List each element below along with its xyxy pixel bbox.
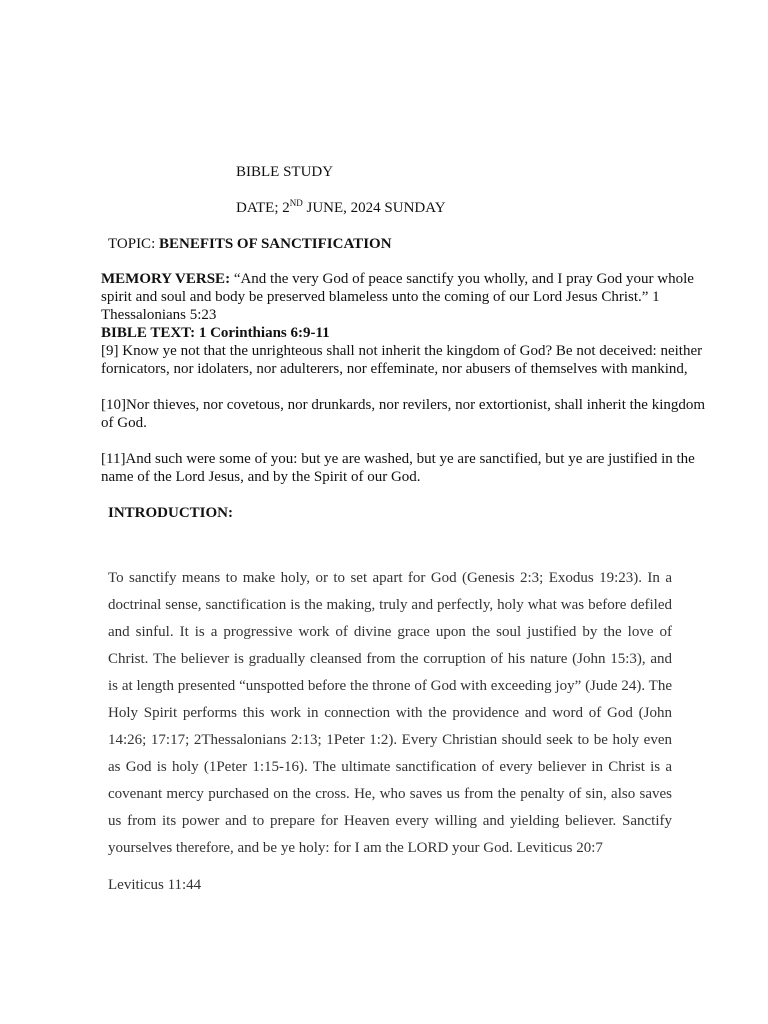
topic-line bbox=[108, 235, 392, 253]
verse-10: [10]Nor thieves, nor covetous, nor drunkards, nor revilers, nor extortionist, shall inherit the kingdom of God. bbox=[101, 397, 706, 431]
document-title: BIBLE STUDY bbox=[236, 164, 334, 180]
document-date bbox=[236, 199, 446, 217]
verse-9: [9] Know ye not that the unrighteous shall not inherit the kingdom of God? Be not deceived: neither fornicators, nor idolaters, nor adulterers, nor effeminate, nor abusers of themselves with mankind, bbox=[101, 343, 703, 377]
bible-text-heading: BIBLE TEXT: 1 Corinthians 6:9-11 bbox=[101, 325, 330, 341]
date-superscript: ND bbox=[289, 198, 303, 208]
introduction-heading: INTRODUCTION: bbox=[108, 505, 234, 521]
introduction-body: To sanctify means to make holy, or to set apart for God (Genesis 2:3; Exodus 19:23). In a doctrinal sense, sanctification is the making, truly and perfectly, holy what was before defiled and sinful. It is a progressive work of divine grace upon the soul justified by the love of Christ. The believer is gradually cleansed from the corruption of his nature (John 15:3), and is at length presented “unspotted before the throne of God with exceeding joy” (Jude 24). The Holy Spirit performs this work in connection with the providence and word of God (John 14:26; 17:17; 2Thessalonians 2:13; 1Peter 1:2). Every Christian should seek to be holy even as God is holy (1Peter 1:15-16). The ultimate sanctification of every believer in Christ is a covenant mercy purchased on the cross. He, who saves us from the penalty of sin, also saves us from its power and to prepare for Heaven every willing and yielding believer. Sanctify yourselves therefore, and be ye holy: for I am the LORD your God. Leviticus 20:7 bbox=[108, 570, 672, 856]
topic-value: BENEFITS OF SANCTIFICATION bbox=[158, 236, 392, 252]
introduction-footnote: Leviticus 11:44 bbox=[108, 877, 202, 893]
verse-11: [11]And such were some of you: but ye are washed, but ye are sanctified, but ye are justified in the name of the Lord Jesus, and by the Spirit of our God. bbox=[101, 451, 695, 485]
date-prefix: DATE; 2 bbox=[236, 200, 290, 216]
date-suffix: JUNE, 2024 SUNDAY bbox=[302, 200, 446, 216]
memory-verse-text: “And the very God of peace sanctify you wholly, and I pray God your whole spirit and soul and body be preserved blameless unto the coming of our Lord Jesus Christ.” 1 Thessalonians 5:23 bbox=[101, 271, 694, 323]
memory-verse-label: MEMORY VERSE: bbox=[101, 271, 231, 287]
topic-label: TOPIC: bbox=[108, 236, 159, 252]
memory-verse bbox=[101, 270, 711, 324]
